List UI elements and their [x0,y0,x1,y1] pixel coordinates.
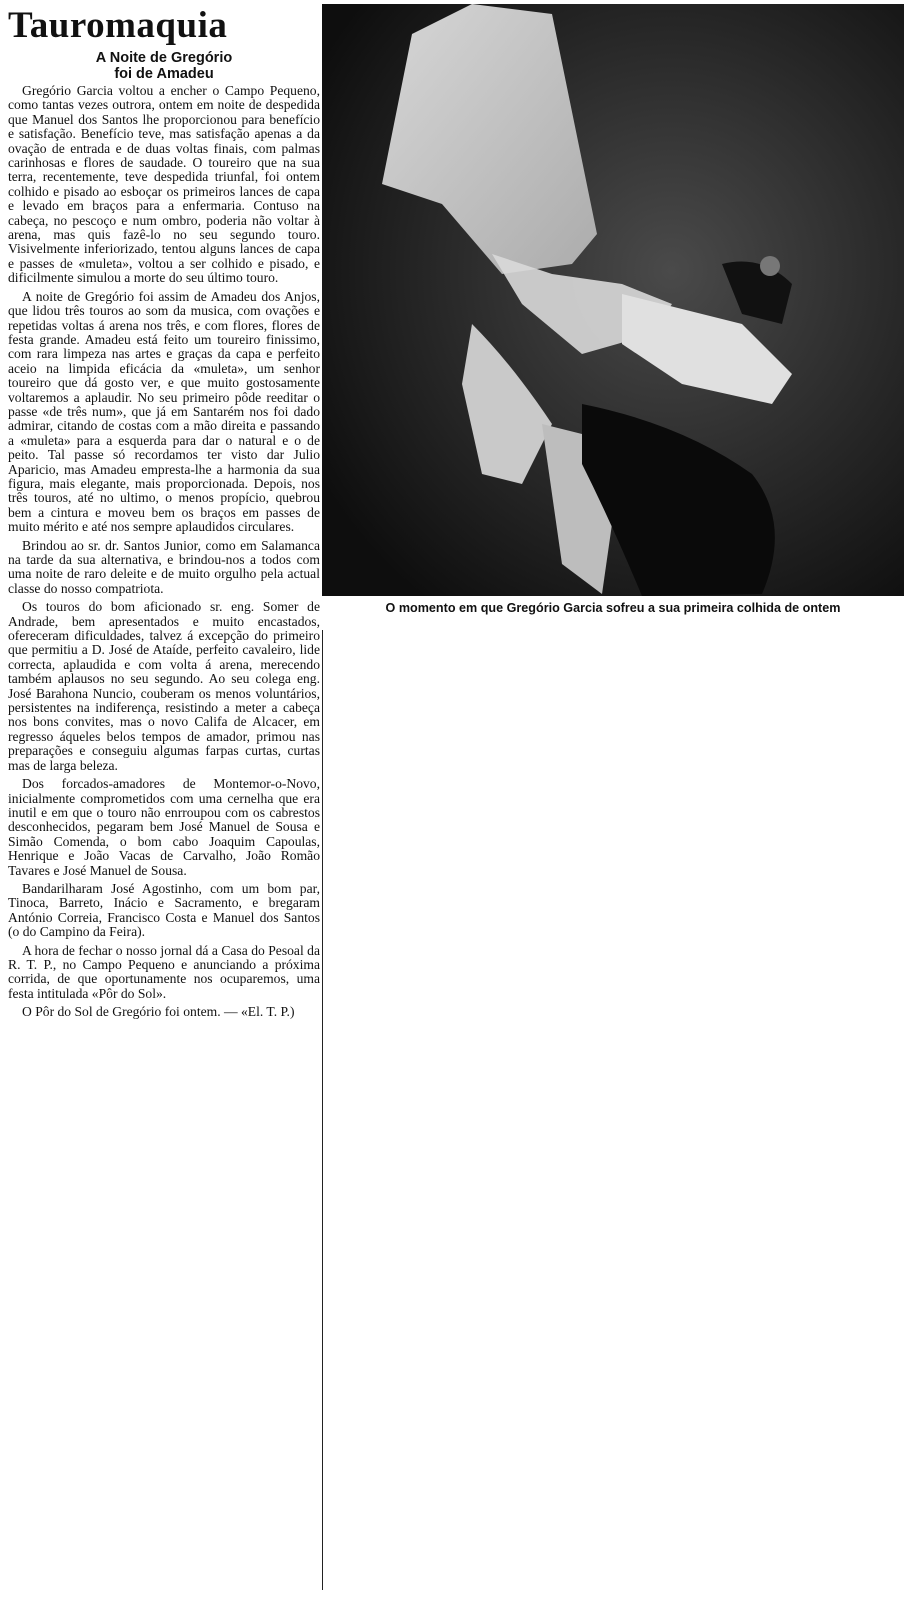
paragraph-3: Brindou ao sr. dr. Santos Junior, como em Salamanca na tarde da sua alternativa, e brindou-nos a todos com uma noite de raro deleite e de muito orgulho pela actual classe do nosso compatriota. [8,537,320,596]
paragraph-8: O Pôr do Sol de Gregório foi ontem. — «El. T. P.) [22,1004,295,1020]
paragraph-6: Bandarilharam José Agostinho, com um bom par, Tinoca, Barreto, Inácio e Sacramento, e bregaram António Correia, Francisco Costa e Manuel dos Santos (o do Campino da Feira). [8,880,320,940]
paragraph-7: A hora de fechar o nosso jornal dá a Casa do Pesoal da R. T. P., no Campo Pequeno e anunciando a próxima corrida, de que oportunamente nos ocuparemos, uma festa intitulada «Pôr do Sol». [8,942,320,1001]
column-divider [322,630,323,1590]
bullfight-photo-illustration [322,4,904,596]
headline-line-2: foi de Amadeu [114,66,214,82]
torero-head [760,256,780,276]
paragraph-5: Dos forcados-amadores de Montemor-o-Novo, inicialmente comprometidos com uma cernelha que era inutil e em que o touro não enrroupou com os cabrestos desconhecidos, pegaram bem José Manuel de Sousa e Simão Comenda, o bom cabo Joaquim Capoulas, Henrique e João Vacas de Carvalho, João Romão Tavares e José Manuel de Sousa. [8,776,320,878]
bullfight-photo [322,4,904,596]
article-headline [8,50,320,82]
paragraph-4: Os touros do bom aficionado sr. eng. Somer de Andrade, bem apresentados e muito encastados, ofereceram dificuldades, talvez á excepção do primeiro que permitiu a D. José de Ataíde, perfeito cavaleiro, lide correcta, aplaudida e com volta á arena, merecendo também aplausos no seu segundo. Ao seu colega eng. José Barahona Nuncio, couberam os menos voluntários, persistentes na indiferença, resistindo a meter a cabeça nos bons convites, mas o novo Califa de Alcacer, em regresso áqueles belos tempos de amador, primou nas preparações e conseguiu algumas farpas curtas, curtas mas de larga beleza. [8,599,320,773]
article-body [8,84,320,1020]
paragraph-2: A noite de Gregório foi assim de Amadeu dos Anjos, que lidou três touros ao som da musica, com ovações e repetidas voltas á arena nos três, e com flores, flores de festa grande. Amadeu está feito um toureiro finissimo, com rara limpeza nas artes e graças da capa e perfeito aceio na limpida eficácia da «muleta», um senhor toureiro que dá gosto ver, e que muito gostosamente voltaremos a aplaudir. No seu primeiro pôde reeditar o passe «de três num», que já em Santarém nos foi dado admirar, citando de costas com a mão direita e passando a «muleta» para a esquerda para dar o natural e o de peito. Tal passe só recordamos ter visto dar Julio Aparicio, mas Amadeu empresta-lhe a harmonia da sua figura, mais elegante, mais proporcionada. Depois, nos três touros, até no ultimo, o menos propício, quebrou bem a cintura e moveu bem os braços em passes de muito mérito e até nos sempre aplaudidos circulares. [8,288,320,535]
article-column [8,6,320,1596]
paragraph-1: Gregório Garcia voltou a encher o Campo Pequeno, como tantas vezes outrora, ontem em noite de despedida que Manuel dos Santos lhe proporcionou para benefício e satisfação. Benefício teve, mas satisfação apenas a da ovação de entrada e de duas voltas finais, com palmas carinhosas e flores de saudade. O toureiro que na sua terra, recentemente, teve despedida triunfal, foi ontem colhido e pisado ao esboçar os primeiros lances de capa e levado em braços para a enfermaria. Contuso na cabeça, no pescoço e num ombro, poderia não voltar à arena, mas quis fazê-lo no seu segundo touro. Visivelmente inferiorizado, tentou alguns lances de capa e passes de «muleta», voltou a ser colhido e pisado, e dificilmente simulou a morte do seu último touro. [8,83,320,286]
section-title: Tauromaquia [8,6,228,46]
headline-line-1: A Noite de Gregório [95,50,233,66]
photo-caption: O momento em que Gregório Garcia sofreu a sua primeira colhida de ontem [385,601,841,615]
